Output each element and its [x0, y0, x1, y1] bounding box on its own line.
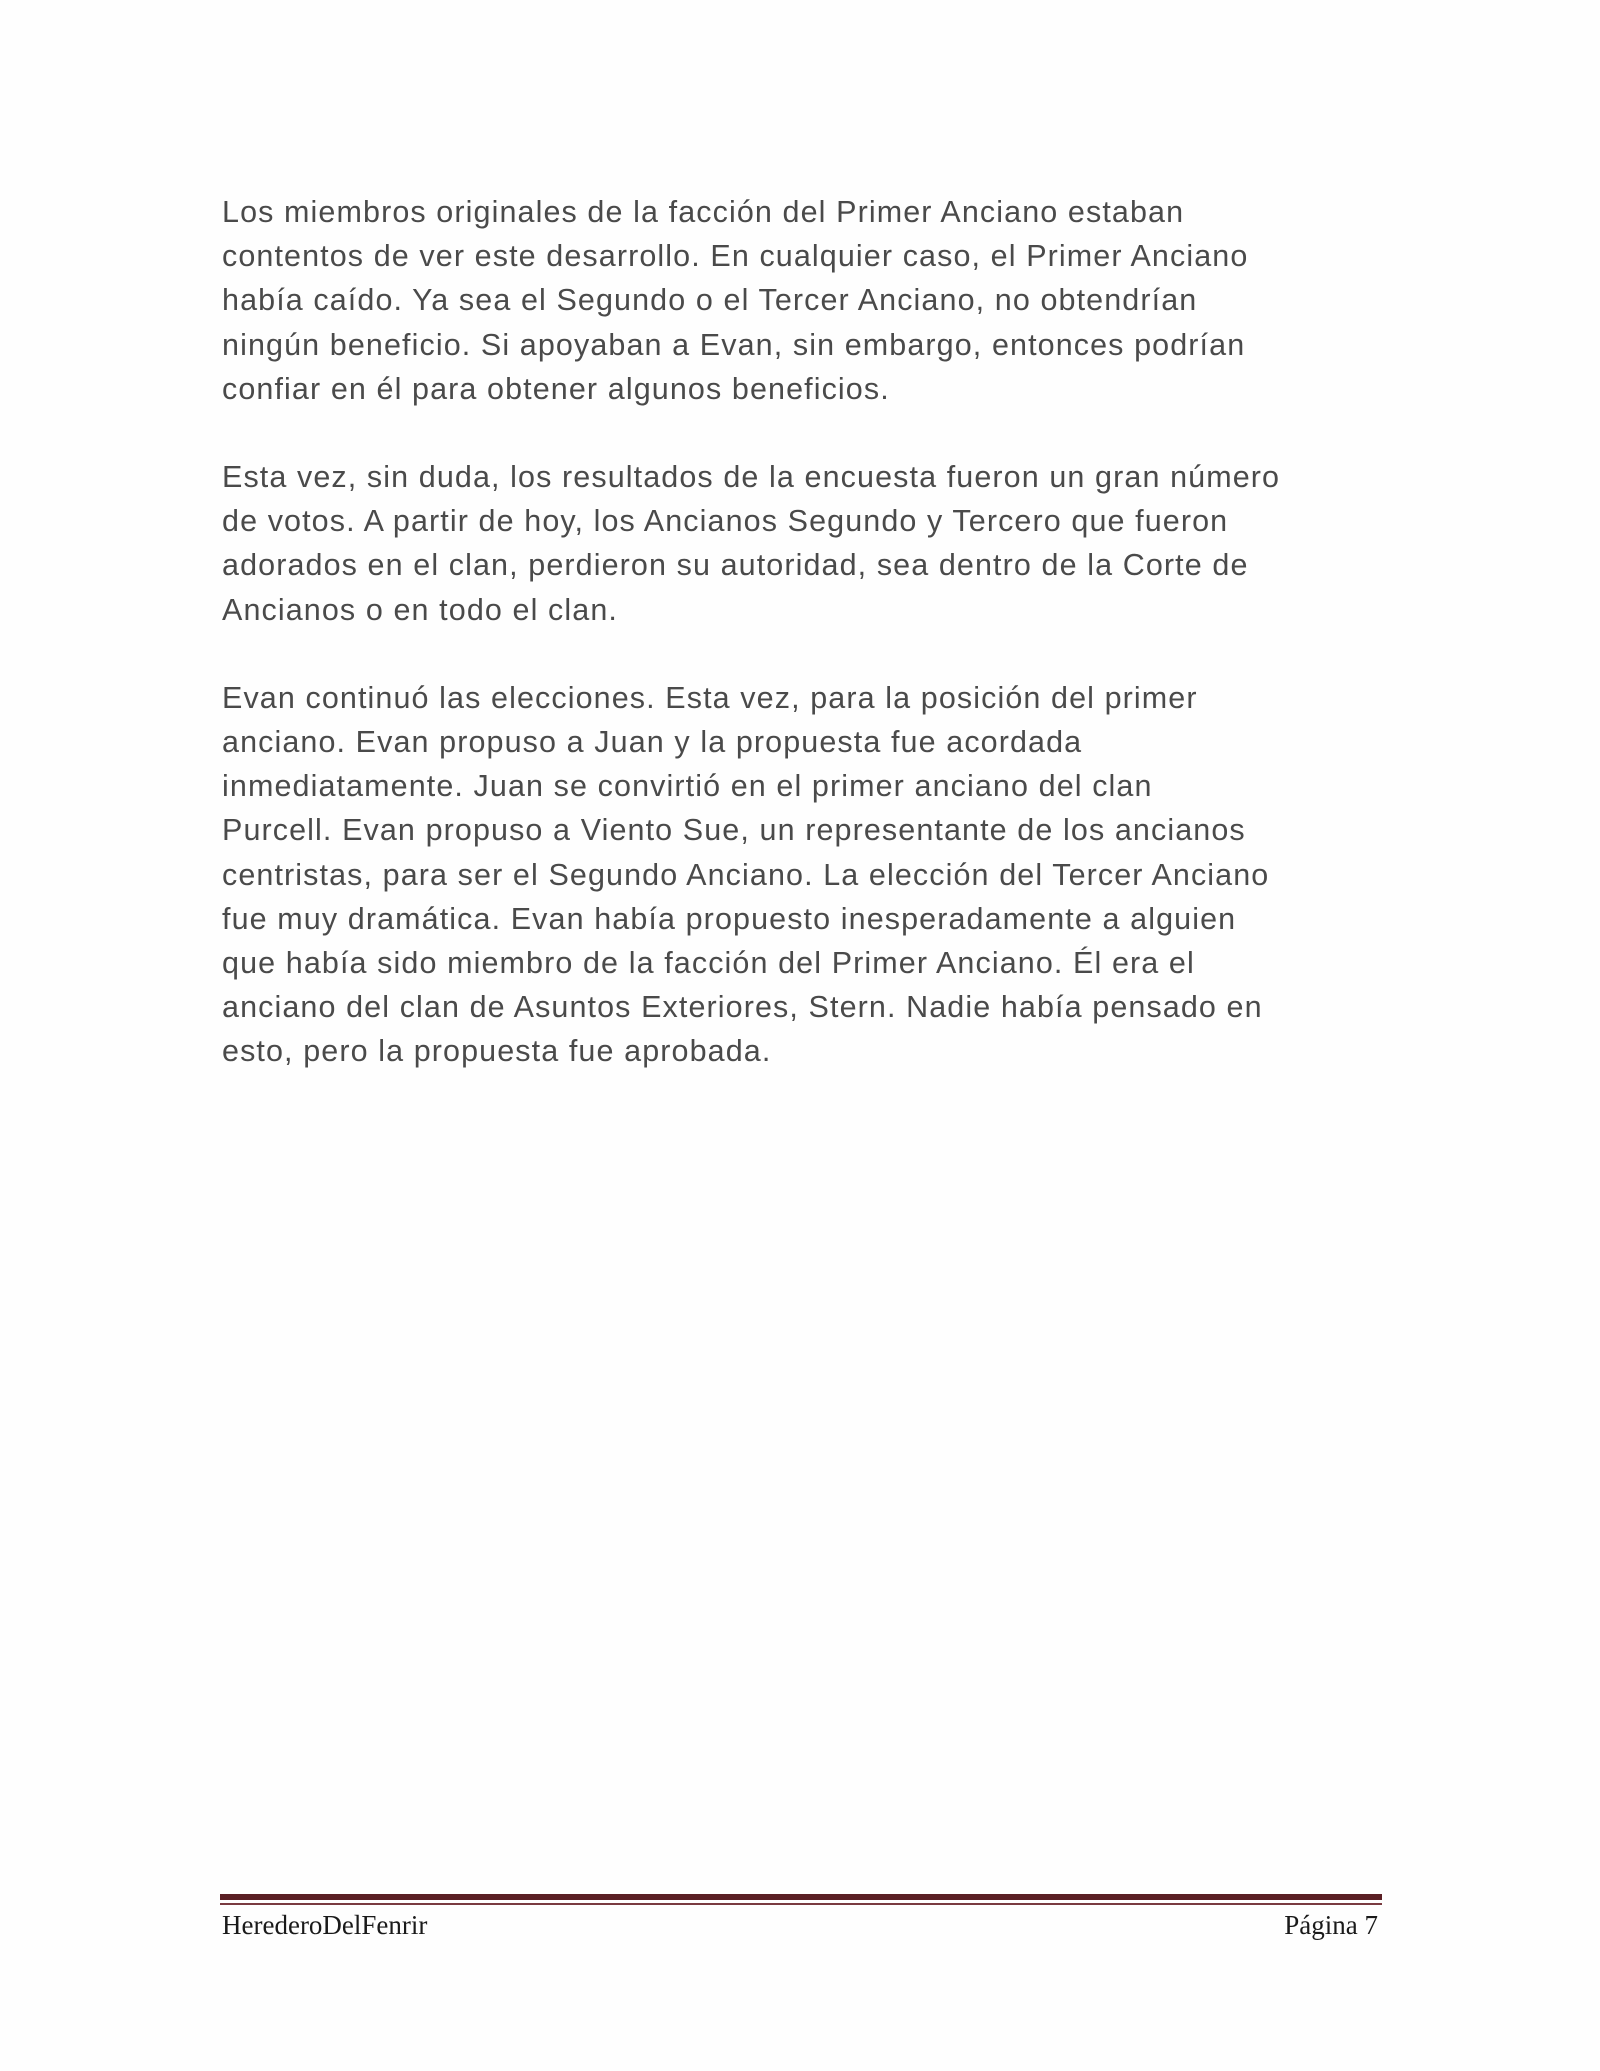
paragraph-1: [222, 190, 1392, 411]
page-footer: [222, 1910, 1382, 1950]
text-line: Esta vez, sin duda, los resultados de la encuesta fueron un gran número: [222, 460, 1281, 495]
text-line: centristas, para ser el Segundo Anciano. La elección del Tercer Anciano: [222, 857, 1270, 892]
text-line: Evan continuó las elecciones. Esta vez, para la posición del primer: [222, 680, 1198, 715]
text-line: fue muy dramática. Evan había propuesto inesperadamente a alguien: [222, 901, 1237, 936]
footer-book-title: HerederoDelFenrir: [222, 1910, 428, 1940]
text-line: esto, pero la propuesta fue aprobada.: [222, 1034, 772, 1069]
paragraph-3: [222, 676, 1392, 1074]
text-line: ningún beneficio. Si apoyaban a Evan, sin embargo, entonces podrían: [222, 327, 1246, 362]
paragraph-2: [222, 455, 1392, 632]
text-line: había caído. Ya sea el Segundo o el Tercer Anciano, no obtendrían: [222, 283, 1198, 318]
footer-page-number: Página 7: [1284, 1910, 1378, 1940]
text-line: adorados en el clan, perdieron su autoridad, sea dentro de la Corte de: [222, 548, 1249, 583]
footer-divider-thin: [220, 1903, 1382, 1905]
text-line: de votos. A partir de hoy, los Ancianos Segundo y Tercero que fueron: [222, 504, 1229, 539]
text-line: que había sido miembro de la facción del Primer Anciano. Él era el: [222, 946, 1195, 981]
text-line: Ancianos o en todo el clan.: [222, 592, 618, 627]
page-body: [222, 190, 1392, 1118]
text-line: inmediatamente. Juan se convirtió en el primer anciano del clan: [222, 769, 1153, 804]
text-line: confiar en él para obtener algunos beneficios.: [222, 371, 890, 406]
text-line: contentos de ver este desarrollo. En cualquier caso, el Primer Anciano: [222, 239, 1249, 274]
footer-divider: [220, 1894, 1382, 1900]
text-line: Purcell. Evan propuso a Viento Sue, un representante de los ancianos: [222, 813, 1246, 848]
text-line: Los miembros originales de la facción del Primer Anciano estaban: [222, 195, 1185, 229]
text-line: anciano del clan de Asuntos Exteriores, Stern. Nadie había pensado en: [222, 990, 1263, 1025]
text-line: anciano. Evan propuso a Juan y la propuesta fue acordada: [222, 725, 1083, 760]
